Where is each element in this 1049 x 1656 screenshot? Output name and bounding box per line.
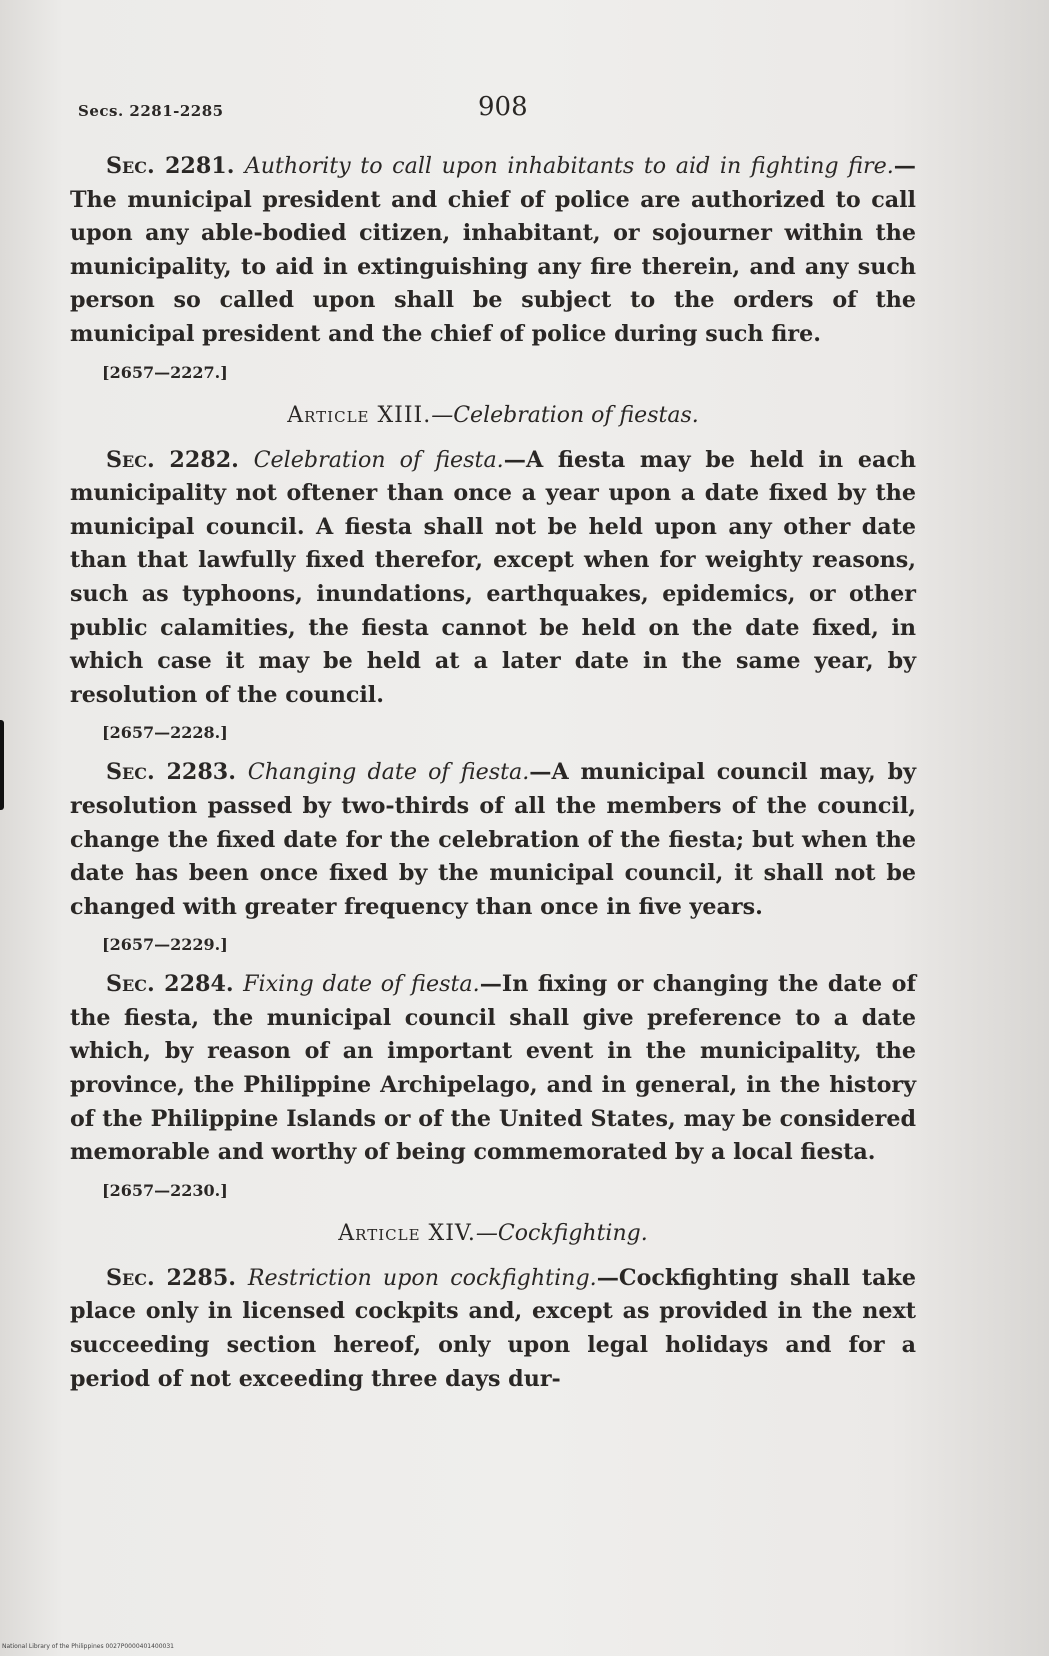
section-label: Sec. 2283.: [106, 759, 236, 786]
section-title: Authority to call upon inhabitants to aid in fighting fire.: [244, 153, 894, 179]
section-reference: [2657—2227.]: [102, 362, 228, 382]
section-2282: [70, 444, 916, 713]
section-body: —A fiesta may be held in each municipality not oftener than once a year upon a date fixed by the municipal council. A fiesta shall not be held upon any other date than that lawfully fixed therefor, except when for weighty reasons, such as typhoons, inundations, earthquakes, epidemics, or other public calamities, the fiesta cannot be held on the date fixed, in which case it may be held at a later date in the same year, by resolution of the council.: [70, 446, 916, 708]
section-2281: [70, 150, 916, 352]
page-body: [70, 150, 916, 1396]
section-reference: [2657—2228.]: [102, 723, 228, 743]
section-label: Sec. 2284.: [106, 971, 234, 998]
article-label: Article XIII.: [287, 402, 432, 428]
page-number: 908: [478, 92, 528, 122]
section-range: Secs. 2281-2285: [78, 102, 224, 120]
section-title: Fixing date of fiesta.: [243, 971, 480, 998]
article-title: —Cockfighting.: [475, 1220, 648, 1246]
section-reference: [2657—2229.]: [102, 935, 228, 955]
section-2285: [70, 1262, 916, 1396]
page-header: [78, 92, 948, 132]
section-2283: [70, 756, 916, 924]
section-label: Sec. 2285.: [106, 1264, 236, 1291]
section-body: —Cockfighting shall take place only in licensed cockpits and, except as provided in the next succeeding section hereof, only upon legal holidays and for a period of not exceeding three days dur-: [70, 1264, 916, 1392]
section-body: —The municipal president and chief of police are authorized to call upon any able-bodied citizen, inhabitant, or sojourner within the municipality, to aid in extinguishing any fire therein, and any such person so called upon shall be subject to the orders of the municipal president and the chief of police during such fire.: [70, 153, 916, 347]
section-2284: [70, 968, 916, 1170]
section-reference: [2657—2230.]: [102, 1180, 228, 1200]
section-label: Sec. 2282.: [106, 446, 239, 473]
section-title: Celebration of fiesta.: [253, 446, 504, 473]
section-title: Restriction upon cockfighting.: [247, 1264, 597, 1291]
scan-footer: National Library of the Philippines 0027P0000401400031: [2, 1643, 174, 1650]
article-heading-xiv: [70, 1214, 916, 1254]
article-label: Article XIV.: [338, 1220, 476, 1246]
section-label: Sec. 2281.: [106, 153, 235, 179]
section-title: Changing date of fiesta.: [247, 759, 530, 786]
section-body: —In fixing or changing the date of the fiesta, the municipal council shall give preference to a date which, by reason of an important event in the municipality, the province, the Philippine Archipelago, and in general, in the history of the Philippine Islands or of the United States, may be considered memorable and worthy of being commemorated by a local fiesta.: [70, 971, 916, 1166]
article-heading-xiii: [70, 396, 916, 436]
section-body: —A municipal council may, by resolution passed by two-thirds of all the members of the council, change the fixed date for the celebration of the fiesta; but when the date has been once fixed by the municipal council, it shall not be changed with greater frequency than once in five years.: [70, 759, 916, 920]
article-title: —Celebration of fiestas.: [431, 402, 699, 428]
scan-edge-mark: [0, 720, 4, 810]
